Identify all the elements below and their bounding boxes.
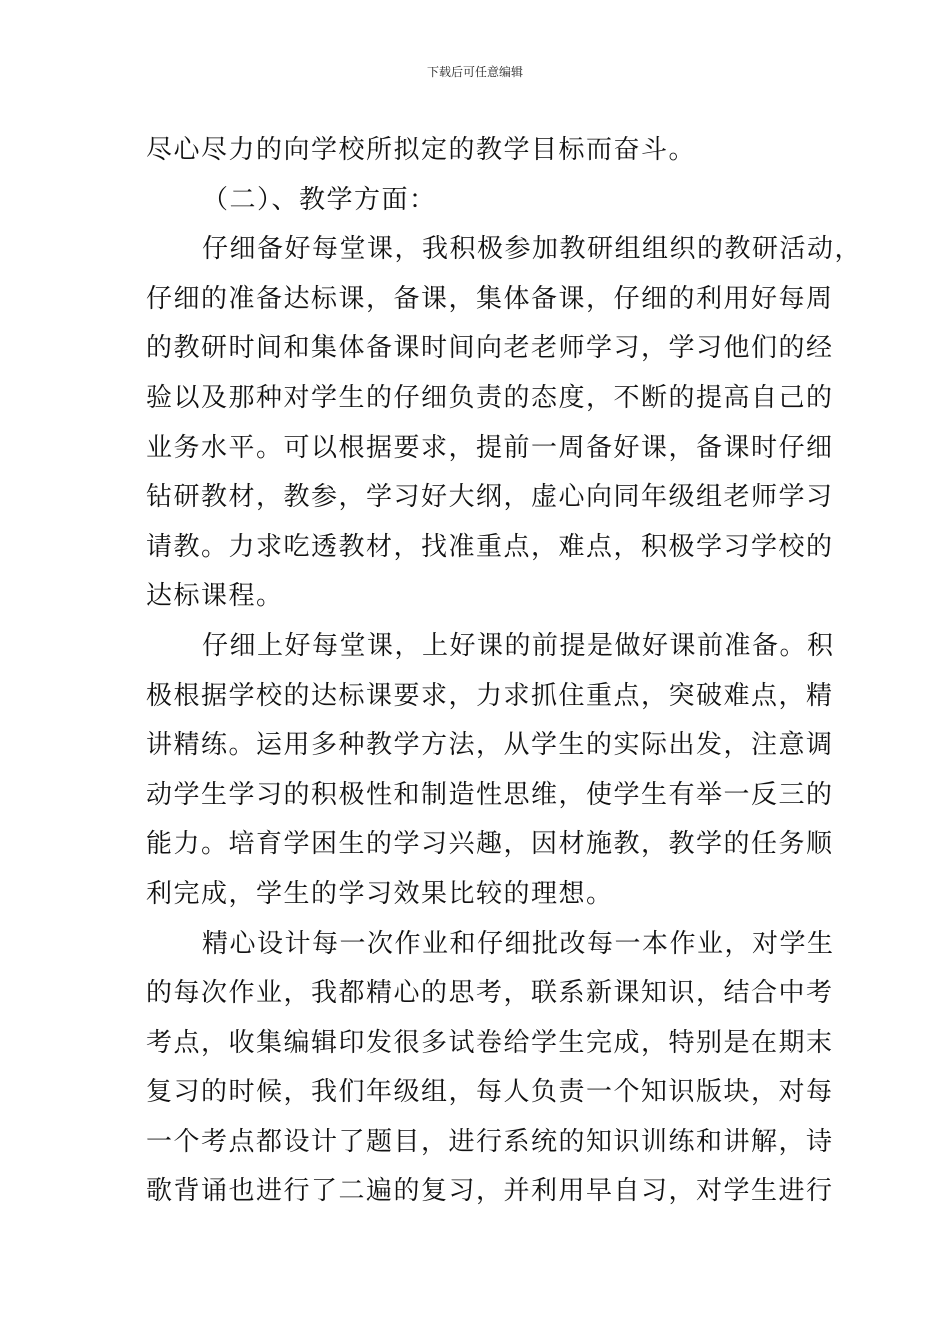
text-line: 歌背诵也进行了二遍的复习，并利用早自习，对学生进行 <box>146 1176 834 1207</box>
text-line: 钻研教材，教参，学习好大纲，虚心向同年级组老师学习 <box>146 482 834 513</box>
text-line: 的教研时间和集体备课时间向老老师学习，学习他们的经 <box>146 333 834 364</box>
page-header: 下载后可任意编辑 <box>426 65 523 79</box>
text-line: 精心设计每一次作业和仔细批改每一本作业，对学生 <box>202 928 835 959</box>
text-line: 仔细的准备达标课，备课，集体备课，仔细的利用好每周 <box>146 283 834 314</box>
text-line: 利完成，学生的学习效果比较的理想。 <box>146 878 614 909</box>
text-line: 动学生学习的积极性和制造性思维，使学生有举一反三的 <box>146 779 834 810</box>
section-heading: （二）、教学方面： <box>202 184 437 215</box>
text-line: 验以及那种对学生的仔细负责的态度，不断的提高自己的 <box>146 382 834 413</box>
text-line: 考点，收集编辑印发很多试卷给学生完成，特别是在期末 <box>146 1027 834 1058</box>
text-line: 的每次作业，我都精心的思考，联系新课知识，结合中考 <box>146 978 834 1009</box>
text-line: 仔细备好每堂课，我积极参加教研组组织的教研活动， <box>202 234 863 265</box>
text-line: 业务水平。可以根据要求，提前一周备好课，备课时仔细 <box>146 432 834 463</box>
text-line: 能力。培育学困生的学习兴趣，因材施教，教学的任务顺 <box>146 829 834 860</box>
text-line: 一个考点都设计了题目，进行系统的知识训练和讲解，诗 <box>146 1126 834 1157</box>
document-body <box>146 126 863 1217</box>
text-line: 复习的时候，我们年级组，每人负责一个知识版块，对每 <box>146 1077 834 1108</box>
text-line: 达标课程。 <box>146 581 284 612</box>
text-line: 讲精练。运用多种教学方法，从学生的实际出发，注意调 <box>146 730 834 761</box>
text-line: 仔细上好每堂课，上好课的前提是做好课前准备。积 <box>202 630 835 661</box>
text-line: 请教。力求吃透教材，找准重点，难点，积极学习学校的 <box>146 531 834 562</box>
text-line: 尽心尽力的向学校所拟定的教学目标而奋斗。 <box>146 135 697 165</box>
text-line: 极根据学校的达标课要求，力求抓住重点，突破难点，精 <box>146 680 834 711</box>
